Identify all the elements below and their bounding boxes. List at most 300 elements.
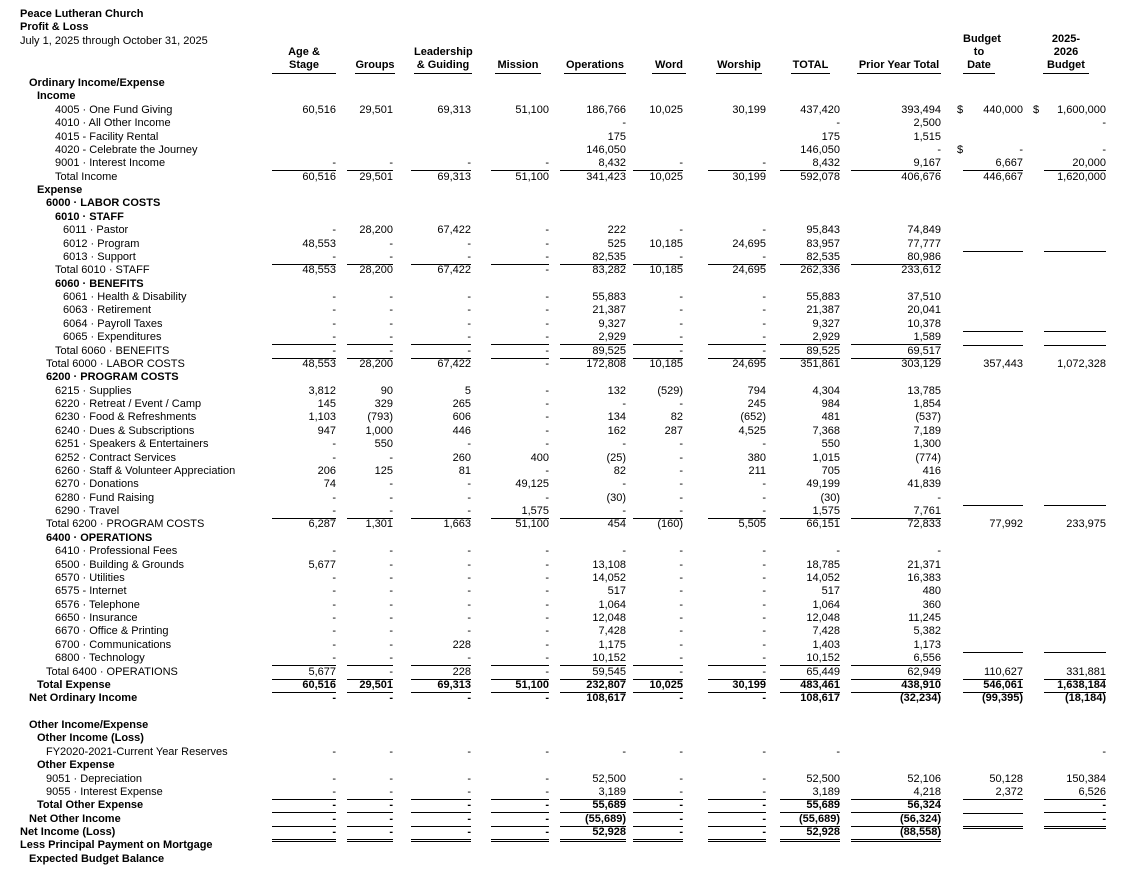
row-label: Total 6060 · BENEFITS [55, 344, 170, 357]
table-row [0, 839, 1135, 852]
cell-value: 51,100 [515, 170, 549, 183]
table-row [0, 826, 1135, 839]
row-label: 6251 · Speakers & Entertainers [55, 438, 209, 451]
cell-value: 1,589 [851, 331, 941, 345]
cell-value: 1,403 [812, 638, 840, 651]
cell-value: 52,928 [780, 826, 840, 842]
cell-value: - [836, 745, 840, 758]
table-row [0, 291, 1135, 304]
cell-value: 21,371 [907, 558, 941, 571]
cell-value: 4,304 [812, 384, 840, 397]
cell-value: 303,129 [901, 357, 941, 370]
table-row [0, 732, 1135, 745]
cell-value: (160) [657, 518, 683, 531]
table-row [0, 77, 1135, 90]
cell-value: 517 [607, 585, 626, 598]
row-label: FY2020-2021-Current Year Reserves [46, 745, 228, 758]
cell-value: - [545, 772, 549, 785]
row-label: 4005 · One Fund Giving [55, 103, 173, 116]
row-label: 6011 · Pastor [63, 224, 129, 237]
cell-value: 28,200 [359, 357, 393, 370]
row-label: 6400 · OPERATIONS [46, 531, 153, 544]
cell-value: - [389, 612, 393, 624]
cell-value: - [389, 772, 393, 785]
cell-value: 20,000 [1044, 157, 1106, 171]
cell-value: - [633, 786, 683, 800]
cell-value: 69,313 [437, 103, 471, 116]
cell-value: - [762, 585, 766, 598]
table-row [0, 692, 1135, 705]
cell-value: 20,041 [907, 304, 941, 317]
cell-value: - [389, 571, 393, 584]
cell-value: - [762, 612, 766, 624]
cell-value: - [467, 304, 471, 317]
cell-value: - [411, 251, 471, 265]
cell-value: 331,881 [1044, 666, 1106, 680]
report-title: Profit & Loss [20, 21, 89, 33]
cell-value: 6,526 [1044, 786, 1106, 800]
cell-value: 550 [374, 438, 393, 451]
table-row [0, 238, 1135, 251]
cell-value [963, 799, 1023, 800]
cell-value: - [836, 545, 840, 558]
cell-value: 1,175 [598, 638, 626, 651]
cell-value: 146,050 [586, 143, 626, 156]
cell-value: 21,387 [806, 304, 840, 317]
cell-value: 41,839 [907, 478, 941, 491]
row-label: Total Other Expense [37, 799, 144, 812]
cell-value: 29,501 [347, 679, 393, 693]
cell-value: 10,152 [560, 652, 626, 666]
cell-value: 10,378 [907, 317, 941, 330]
cell-value: (774) [915, 451, 941, 464]
cell-value: 3,189 [780, 786, 840, 800]
cell-value: 10,185 [649, 357, 683, 370]
row-label: 9001 · Interest Income [55, 157, 166, 170]
cell-value: 794 [747, 384, 766, 397]
cell-value: - [762, 638, 766, 651]
cell-value: - [347, 251, 393, 265]
cell-value: 83,282 [592, 264, 626, 277]
cell-value: 12,048 [592, 612, 626, 624]
cell-value: - [762, 491, 766, 504]
row-label: Net Income (Loss) [20, 826, 116, 838]
cell-value: - [762, 304, 766, 317]
row-label: 6215 · Supplies [55, 384, 132, 397]
cell-value: 245 [747, 398, 766, 410]
currency-symbol: $ [957, 103, 964, 116]
cell-value: 175 [607, 130, 626, 143]
column-header: Worship [716, 59, 762, 74]
cell-value: 2,500 [913, 117, 941, 130]
cell-value: 4,525 [738, 424, 766, 437]
cell-value: - [545, 545, 549, 558]
cell-value: 77,777 [907, 237, 941, 250]
cell-value: - [679, 625, 683, 638]
cell-value: 1,515 [913, 130, 941, 143]
cell-value: - [467, 317, 471, 330]
cell-value: - [762, 745, 766, 758]
row-label: 4015 - Facility Rental [55, 130, 159, 143]
row-label: 6570 · Utilities [55, 571, 125, 584]
cell-value: - [762, 291, 766, 303]
cell-value: 406,676 [901, 170, 941, 183]
cell-value: 82 [670, 411, 683, 424]
cell-value: - [467, 625, 471, 638]
table-row [0, 117, 1135, 130]
cell-value: - [491, 786, 549, 800]
cell-value: 211 [748, 464, 766, 477]
cell-value: - [272, 813, 336, 827]
cell-value [963, 251, 1023, 252]
cell-value: 4,218 [851, 786, 941, 800]
cell-value: - [633, 331, 683, 345]
column-header: Age & Stage [272, 46, 336, 74]
cell-value: (56,324) [851, 813, 941, 827]
cell-value: 1,854 [913, 398, 941, 410]
cell-value: 380 [747, 451, 766, 464]
cell-value: 1,663 [443, 518, 471, 531]
cell-value: 351,861 [800, 357, 840, 370]
table-row [0, 585, 1135, 598]
cell-value: 51,100 [491, 679, 549, 693]
cell-value: - [467, 438, 471, 451]
cell-value: 49,125 [515, 478, 549, 491]
cell-value: 228 [411, 666, 471, 680]
row-label: Ordinary Income/Expense [29, 77, 165, 89]
cell-value: - [389, 638, 393, 651]
cell-value: - [491, 331, 549, 345]
cell-value: - [708, 826, 766, 842]
cell-value: 7,189 [913, 424, 941, 437]
table-row [0, 264, 1135, 277]
cell-value: - [332, 772, 336, 785]
table-row [0, 572, 1135, 585]
cell-value: 12,048 [806, 612, 840, 624]
cell-value: (25) [606, 451, 626, 464]
cell-value: - [679, 585, 683, 598]
cell-value: - [467, 772, 471, 785]
row-label: Total 6200 · PROGRAM COSTS [46, 518, 205, 531]
cell-value: 29,501 [359, 170, 393, 183]
table-row [0, 532, 1135, 545]
cell-value [1044, 505, 1106, 506]
cell-value: 222 [607, 224, 626, 237]
cell-value: - [708, 799, 766, 813]
cell-value: - [679, 451, 683, 464]
cell-value: 6,287 [308, 518, 336, 531]
cell-value: 51,100 [515, 103, 549, 116]
row-label: Expense [37, 184, 83, 196]
row-label: 6012 · Program [63, 237, 140, 250]
cell-value: - [679, 304, 683, 317]
cell-value: - [762, 692, 766, 705]
column-header: Leadership & Guiding [414, 46, 472, 74]
cell-value: 517 [821, 585, 840, 598]
cell-value: - [545, 411, 549, 424]
column-header: TOTAL [791, 59, 830, 74]
cell-value: - [332, 291, 336, 303]
cell-value: - [545, 304, 549, 317]
cell-value: (529) [657, 384, 683, 397]
cell-value: 72,833 [907, 518, 941, 531]
cell-value: 287 [664, 424, 683, 437]
cell-value: - [762, 545, 766, 558]
row-label: 4020 - Celebrate the Journey [55, 143, 198, 156]
cell-value: - [491, 813, 549, 827]
cell-value: - [545, 598, 549, 611]
table-row [0, 224, 1135, 237]
table-row [0, 385, 1135, 398]
row-label: 6650 · Insurance [55, 612, 138, 624]
cell-value: - [491, 345, 549, 359]
cell-value: 82,535 [560, 251, 626, 265]
row-label: Expected Budget Balance [29, 852, 165, 865]
table-row [0, 211, 1135, 224]
cell-value: 108,617 [586, 692, 626, 705]
table-row [0, 131, 1135, 144]
row-label: Total 6000 · LABOR COSTS [46, 357, 185, 370]
cell-value: - [622, 478, 626, 491]
cell-value: 7,428 [598, 625, 626, 638]
cell-value: - [389, 558, 393, 571]
table-row [0, 799, 1135, 812]
cell-value: 52,500 [806, 772, 840, 785]
cell-value: - [411, 331, 471, 345]
cell-value: 69,517 [851, 345, 941, 359]
cell-value: - [679, 317, 683, 330]
cell-value: 3,812 [308, 384, 336, 397]
cell-value: 7,761 [851, 505, 941, 519]
cell-value: - [272, 826, 336, 842]
cell-value: - [332, 612, 336, 624]
cell-value: - [389, 478, 393, 491]
cell-value: - [679, 464, 683, 477]
cell-value: 125 [374, 464, 393, 477]
cell-value: - [411, 345, 471, 359]
row-label: 6060 · BENEFITS [55, 277, 144, 290]
row-label: Total 6400 · OPERATIONS [46, 665, 178, 678]
cell-value: 10,025 [633, 679, 683, 693]
cell-value: - [467, 491, 471, 504]
cell-value: 483,461 [780, 679, 840, 693]
cell-value: 984 [821, 398, 840, 410]
cell-value: 74,849 [907, 224, 941, 237]
table-row [0, 144, 1135, 157]
cell-value: - [545, 745, 549, 758]
cell-value: 10,025 [649, 170, 683, 183]
cell-value: - [272, 799, 336, 813]
row-label: 6280 · Fund Raising [55, 491, 155, 504]
table-row [0, 171, 1135, 184]
cell-value: - [762, 438, 766, 451]
cell-value: - [272, 345, 336, 359]
cell-value: 360 [922, 598, 941, 611]
cell-value: 95,843 [806, 224, 840, 237]
cell-value: - [633, 813, 683, 827]
cell-value: - [347, 799, 393, 813]
cell-value: 228 [452, 638, 471, 651]
cell-value: - [347, 505, 393, 519]
cell-value: - [347, 157, 393, 171]
table-row [0, 104, 1135, 117]
cell-value: 393,494 [901, 103, 941, 116]
cell-value: - [1102, 745, 1106, 758]
cell-value: - [762, 224, 766, 237]
cell-value: - [679, 491, 683, 504]
row-label: 6230 · Food & Refreshments [55, 411, 197, 424]
cell-value: - [347, 652, 393, 666]
cell-value: - [545, 264, 549, 277]
cell-value [963, 331, 1023, 332]
cell-value: - [679, 224, 683, 237]
cell-value: - [708, 505, 766, 519]
cell-value: - [679, 438, 683, 451]
cell-value: - [679, 612, 683, 624]
cell-value: - [545, 638, 549, 651]
table-row [0, 505, 1135, 518]
cell-value: - [347, 331, 393, 345]
cell-value: 48,553 [302, 357, 336, 370]
cell-value: - [467, 598, 471, 611]
cell-value: - [332, 625, 336, 638]
row-label: Other Expense [37, 759, 115, 772]
row-label: 6500 · Building & Grounds [55, 558, 185, 571]
cell-value [1044, 251, 1106, 252]
cell-value: 329 [374, 398, 393, 410]
cell-value: 49,199 [806, 478, 840, 491]
cell-value: - [545, 398, 549, 410]
cell-value: 50,128 [989, 772, 1023, 785]
cell-value: - [389, 317, 393, 330]
cell-value [963, 505, 1023, 506]
cell-value: 48,553 [302, 264, 336, 277]
table-row [0, 518, 1135, 531]
cell-value: - [836, 117, 840, 130]
row-label: 6252 · Contract Services [55, 451, 177, 464]
cell-value: 67,422 [437, 264, 471, 277]
cell-value: - [679, 598, 683, 611]
cell-value: 5 [464, 384, 471, 397]
cell-value: 82 [613, 464, 626, 477]
cell-value: (55,689) [560, 813, 626, 827]
cell-value: - [545, 464, 549, 477]
cell-value: - [389, 451, 393, 464]
cell-value: - [491, 799, 549, 813]
cell-value: - [560, 505, 626, 519]
cell-value: - [332, 638, 336, 651]
row-label: 4010 · All Other Income [55, 117, 171, 130]
cell-value: 3,189 [560, 786, 626, 800]
cell-value: - [332, 545, 336, 558]
cell-value: 51,100 [515, 518, 549, 531]
cell-value: - [389, 745, 393, 758]
cell-value: 2,372 [963, 786, 1023, 800]
cell-value: 37,510 [907, 291, 941, 303]
cell-value: - [411, 505, 471, 519]
cell-value: 416 [922, 464, 941, 477]
cell-value: - [272, 331, 336, 345]
cell-value: 10,185 [649, 237, 683, 250]
cell-value: - [762, 772, 766, 785]
cell-value: - [633, 799, 683, 813]
cell-value: (537) [915, 411, 941, 424]
table-row [0, 786, 1135, 799]
table-row [0, 278, 1135, 291]
cell-value: - [679, 772, 683, 785]
cell-value: 146,050 [800, 143, 840, 156]
cell-value: 546,061 [963, 679, 1023, 693]
cell-value: 5,382 [913, 625, 941, 638]
cell-value: - [332, 491, 336, 504]
cell-value: - [467, 692, 471, 705]
cell-value: - [762, 317, 766, 330]
cell-value: 1,103 [308, 411, 336, 424]
cell-value: (88,558) [851, 826, 941, 842]
cell-value: 62,949 [851, 666, 941, 680]
cell-value: 9,167 [851, 157, 941, 171]
row-label: 6010 · STAFF [55, 210, 124, 223]
cell-value: 28,200 [359, 264, 393, 277]
cell-value: - [679, 545, 683, 558]
report-period: July 1, 2025 through October 31, 2025 [20, 35, 208, 47]
cell-value: - [347, 666, 393, 680]
table-row [0, 465, 1135, 478]
row-label: 6700 · Communications [55, 638, 172, 651]
cell-value: - [633, 251, 683, 265]
cell-value: - [545, 491, 549, 504]
cell-value: - [1044, 813, 1106, 827]
table-row [0, 318, 1135, 331]
cell-value: 440,000 [983, 103, 1023, 116]
cell-value: - [545, 424, 549, 437]
row-label: 6576 · Telephone [55, 598, 140, 611]
cell-value: 10,025 [649, 103, 683, 116]
cell-value: 145 [317, 398, 336, 410]
cell-value: - [633, 505, 683, 519]
table-row [0, 358, 1135, 371]
cell-value: - [708, 251, 766, 265]
cell-value: - [491, 826, 549, 842]
table-row [0, 612, 1135, 625]
cell-value: - [545, 438, 549, 451]
cell-value: - [411, 799, 471, 813]
table-row [0, 331, 1135, 344]
cell-value: 1,600,000 [1057, 103, 1106, 116]
cell-value: 175 [821, 130, 840, 143]
cell-value: - [389, 625, 393, 638]
cell-value: - [332, 451, 336, 464]
cell-value: - [491, 157, 549, 171]
table-row [0, 666, 1135, 679]
cell-value: - [347, 345, 393, 359]
cell-value: - [545, 384, 549, 397]
row-label: 6290 · Travel [55, 505, 120, 517]
cell-value: 7,368 [812, 424, 840, 437]
cell-value: 83,957 [806, 237, 840, 250]
cell-value: 74 [323, 478, 336, 491]
cell-value: 29,501 [359, 103, 393, 116]
cell-value: - [389, 291, 393, 303]
cell-value: - [467, 478, 471, 491]
cell-value: - [389, 237, 393, 250]
cell-value: 11,245 [908, 612, 941, 624]
row-label: Income [37, 90, 76, 103]
table-row [0, 706, 1135, 719]
cell-value: 1,015 [812, 451, 840, 464]
cell-value: - [332, 224, 336, 237]
table-row [0, 625, 1135, 638]
